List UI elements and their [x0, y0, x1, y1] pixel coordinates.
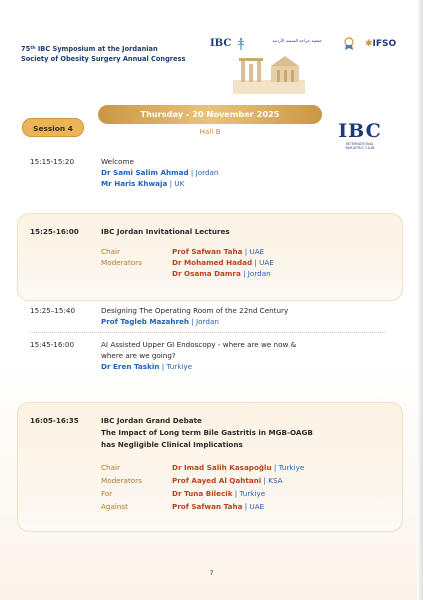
sponsor-logos	[210, 37, 410, 51]
block2-chair: Dr Imad Salih Kasapoğlu | Turkiye	[172, 463, 305, 472]
title-ordinal: th	[30, 46, 36, 51]
moderator-name: Prof Aayed Al Qahtani	[172, 476, 262, 485]
arabic-society-name: جمعية جراحة السمنة الأردنية	[272, 38, 322, 43]
ifso-logo	[365, 37, 396, 51]
block2-role-chair: Chair	[101, 463, 120, 472]
talk2-time: 15:45-16:00	[30, 340, 75, 349]
for-speaker-name: Dr Tuna Bilecik	[172, 489, 233, 498]
talk1-speaker: Prof Tagleb Mazahreh | Jordan	[101, 317, 219, 326]
moderator-name: Dr Mohamed Hadad	[172, 258, 253, 267]
block1-chair: Prof Safwan Taha | UAE	[172, 247, 265, 256]
ibc-logo-subtitle-2: BARIATRIC CLUB	[345, 146, 375, 150]
day-banner: Thursday - 20 November 2025	[98, 105, 322, 124]
ifso-star-icon: ✱	[365, 39, 373, 49]
welcome-title: Welcome	[101, 157, 134, 166]
block2-title-line-1: IBC Jordan Grand Debate	[101, 416, 202, 425]
divider	[30, 332, 385, 333]
speaker-affiliation: UK	[174, 179, 185, 188]
moderator-affiliation: Jordan	[247, 269, 271, 278]
caduceus-icon	[236, 37, 246, 51]
moderator-name: Dr Osama Damra	[172, 269, 241, 278]
block1-role-moderators: Moderators	[101, 258, 142, 267]
block1-moderator-2: Dr Osama Damra | Jordan	[172, 269, 271, 278]
block2-against-speaker: Prof Safwan Taha | UAE	[172, 502, 265, 511]
session-badge: Session 4	[22, 118, 84, 137]
moderator-affiliation: KSA	[268, 476, 283, 485]
chair-name: Dr Imad Salih Kasapoğlu	[172, 463, 272, 472]
block2-title-line-3: has Negligible Clinical Implications	[101, 440, 243, 449]
title-line-1: IBC Symposium at the Jordanian	[35, 45, 158, 53]
talk2-title-line-1: AI Assisted Upper GI Endoscopy - where are we now &	[101, 340, 297, 349]
page-number: 7	[209, 570, 214, 577]
ibc-logo	[335, 120, 385, 154]
speaker-affiliation: Jordan	[195, 168, 219, 177]
ifso-label: IFSO	[372, 39, 397, 49]
against-speaker-name: Prof Safwan Taha	[172, 502, 243, 511]
speaker-name: Prof Tagleb Mazahreh	[101, 317, 190, 326]
block2-time: 16:05-16:35	[30, 416, 79, 425]
block1-time: 15:25-16:00	[30, 227, 79, 236]
block2-moderator: Prof Aayed Al Qahtani | KSA	[172, 476, 283, 485]
block1-moderator-1: Dr Mohamed Hadad | UAE	[172, 258, 274, 267]
chair-affiliation: UAE	[249, 247, 265, 256]
talk2-speaker: Dr Eren Taskin | Turkiye	[101, 362, 193, 371]
block1-role-chair: Chair	[101, 247, 120, 256]
welcome-time: 15:15-15:20	[30, 157, 75, 166]
page-edge-shadow	[417, 0, 423, 600]
for-speaker-affiliation: Turkiye	[239, 489, 266, 498]
speaker-name: Dr Sami Salim Ahmad	[101, 168, 189, 177]
block2-role-moderators: Moderators	[101, 476, 142, 485]
talk1-title: Designing The Operating Room of the 22nd Century	[101, 306, 289, 315]
talk2-title-line-2: where are we going?	[101, 351, 176, 360]
against-speaker-affiliation: UAE	[249, 502, 265, 511]
chair-name: Prof Safwan Taha	[172, 247, 243, 256]
block1-title: IBC Jordan Invitational Lectures	[101, 227, 230, 236]
talk1-time: 15:25–15:40	[30, 306, 76, 315]
chair-affiliation: Turkiye	[278, 463, 305, 472]
event-title	[21, 44, 221, 64]
speaker-affiliation: Jordan	[196, 317, 219, 326]
block2-role-for: For	[101, 489, 113, 498]
block2-for-speaker: Dr Tuna Bilecik | Turkiye	[172, 489, 266, 498]
hall-label: Hall B	[199, 127, 221, 136]
speaker-name: Dr Eren Taskin	[101, 362, 160, 371]
ruins-illustration	[233, 52, 305, 94]
welcome-speaker-1: Dr Sami Salim Ahmad | Jordan	[101, 168, 219, 177]
ribbon-icon	[343, 37, 355, 51]
speaker-affiliation: Turkiye	[166, 362, 193, 371]
ibc-logo-text: IBC	[338, 120, 382, 142]
block2-title-line-2: The Impact of Long term Bile Gastritis in MGB-OAGB	[101, 428, 313, 437]
title-number: 75	[21, 45, 31, 53]
welcome-speaker-2: Mr Haris Khwaja | UK	[101, 179, 185, 188]
moderator-affiliation: UAE	[259, 258, 274, 267]
title-line-2: Society of Obesity Surgery Annual Congress	[21, 55, 186, 63]
ibc-small-logo: IBC	[210, 38, 232, 49]
ibc-logo-subtitle-1: INTERNATIONAL	[345, 142, 375, 146]
speaker-name: Mr Haris Khwaja	[101, 179, 168, 188]
jordanian-society-logo	[250, 37, 322, 51]
block2-role-against: Against	[101, 502, 128, 511]
